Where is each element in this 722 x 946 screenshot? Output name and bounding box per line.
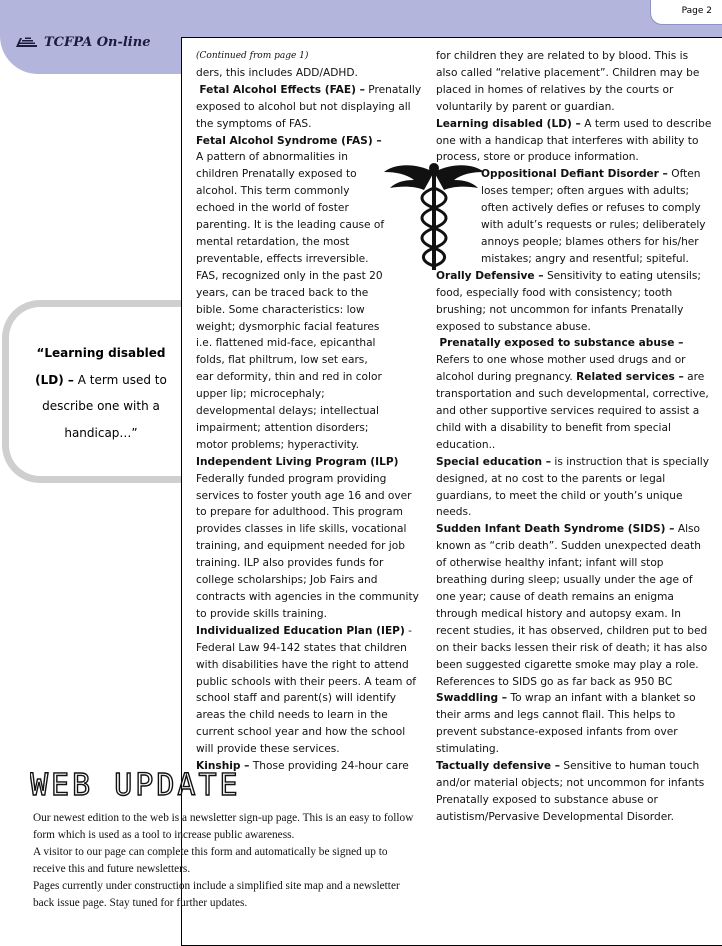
continued-note: (Continued from page 1) xyxy=(196,51,309,61)
glossary-term: Tactually defensive – xyxy=(436,760,561,773)
kinship-continuation: for children they are related to by blood. This is also called “relative placement”. Children may be placed in homes of relatives by the courts or voluntarily by parent or guardian. xyxy=(436,50,700,113)
glossary-definition: A term used to describe one with a handicap that interferes with ability to process, store or produce information. xyxy=(436,117,712,164)
glossary-definition: Often loses temper; often argues with adults; often actively defies or refuses to comply with adult’s requests or rules; deliberately annoys people; blames others for his/her mistakes; angry and resentful; spiteful. xyxy=(481,168,706,265)
pull-quote-text: “Learning disabled (LD) – xyxy=(35,346,166,387)
web-update-heading xyxy=(30,765,270,805)
glossary-entry xyxy=(196,454,422,623)
column-1 xyxy=(196,48,422,775)
glossary-term: Sudden Infant Death Syndrome (SIDS) – xyxy=(436,523,675,536)
masthead xyxy=(16,33,150,52)
glossary-definition: To wrap an infant with a blanket so their arms and legs cannot flail. This helps to prevent substance-exposed infants from over stimulating. xyxy=(436,692,696,756)
glossary-term: Prenatally exposed to substance abuse – xyxy=(439,337,684,350)
glossary-entry xyxy=(436,454,712,522)
web-update-paragraph: Pages currently under construction include a simplified site map and a newsletter back issue page. Stay tuned for further updates. xyxy=(33,879,400,909)
glossary-term: Learning disabled (LD) – xyxy=(436,117,581,130)
web-update-body xyxy=(33,810,417,911)
glossary-entry xyxy=(436,116,712,167)
glossary-term: Individualized Education Plan (IEP) xyxy=(196,624,405,637)
glossary-entry xyxy=(196,623,422,758)
glossary-term: Oppositional Defiant Disorder – xyxy=(481,168,668,181)
glossary-term: Special education – xyxy=(436,455,552,468)
glossary-term: Orally Defensive – xyxy=(436,269,544,282)
glossary-definition: Refers to one whose mother used drugs and or alcohol during pregnancy. xyxy=(436,354,686,384)
glossary-entry xyxy=(436,166,712,267)
glossary-definition: are transportation and such developmental, corrective, and other supportive services required to assist a child with a disability to benefit from special education.. xyxy=(436,371,709,451)
glossary-entry xyxy=(196,133,386,454)
intro-text: ders, this includes ADD/ADHD. xyxy=(196,66,358,79)
pull-quote-text-rest: A term used to describe one with a handicap…” xyxy=(42,372,167,440)
glossary-term: Swaddling – xyxy=(436,692,508,705)
glossary-term: Fetal Alcohol Effects (FAE) – xyxy=(199,83,365,96)
glossary-definition: - Federal Law 94-142 states that children with disabilities have the right to attend public schools with their peers. A team of school staff and parent(s) will identify areas the child needs to learn in the current school year and how the school will provide these services. xyxy=(196,624,417,756)
glossary-definition: Federally funded program providing services to foster youth age 16 and over to prepare for adulthood. This program provides classes in life skills, vocational training, and equipment needed for job training. ILP also provides funds for college scholarships; Job Fairs and contracts with agencies in the community to provide skills training. xyxy=(196,472,419,620)
web-update-title: WEB UPDATE xyxy=(30,768,241,803)
newsletter-title: TCFPA On-line xyxy=(44,35,151,50)
glossary-term: Fetal Alcohol Syndrome (FAS) – xyxy=(196,134,382,147)
books-icon xyxy=(16,33,38,52)
glossary-entry xyxy=(436,690,712,758)
glossary-term: Kinship – xyxy=(196,760,250,773)
glossary-definition: Those providing 24-hour care xyxy=(252,760,409,773)
glossary-entry xyxy=(436,335,712,453)
glossary-definition: Sensitive to human touch and/or material objects; not uncommon for infants Prenatally exposed to substance abuse or autistism/Pervasive Developmental Disorder. xyxy=(436,760,705,823)
pull-quote xyxy=(28,340,174,446)
glossary-entry xyxy=(436,268,712,336)
glossary-definition: A pattern of abnormalities in children Prenatally exposed to alcohol. This term commonly echoed in the world of foster parenting. It is the leading cause of mental retardation, the most preventable, effects irreversible. FAS, recognized only in the past 20 years, can be traced back to the bible. Some characteristics: low weight; dysmorphic facial features i.e. flattened mid-face, epicanthal folds, flat philtrum, low set ears, ear deformity, thin and red in color upper lip; microcephaly; developmental delays; intellectual impairment; attention disorders; motor problems; hyperactivity. xyxy=(196,151,385,451)
glossary-definition: Also known as “crib death”. Sudden unexpected death of otherwise healthy infant; infant will stop breathing during sleep; usually under the age of one year; cause of death remains an enigma through medical history and autopsy exam. In recent studies, it has observed, children put to bed on their backs lessen their risk of death; it has also been suggested cigarette smoke may play a role. References to SIDS go as far back as 950 BC xyxy=(436,523,708,688)
web-update-paragraph: Our newest edition to the web is a newsletter sign-up page. This is an easy to follow form which is used as a tool to increase public awareness. xyxy=(33,812,414,841)
page-number: Page 2 xyxy=(650,0,722,25)
glossary-entry xyxy=(436,521,712,690)
column-2 xyxy=(436,48,712,826)
glossary-definition: Prenatally exposed to alcohol but not displaying all the symptoms of FAS. xyxy=(196,83,422,130)
glossary-entry xyxy=(196,82,422,133)
glossary-term: Independent Living Program (ILP) xyxy=(196,455,399,468)
glossary-term: Related services – xyxy=(576,371,684,384)
glossary-definition: Sensitivity to eating utensils; food, especially food with consistency; tooth brushing; not uncommon for infants Prenatally exposed to substance abuse. xyxy=(436,269,701,333)
web-update-paragraph: A visitor to our page can complete this form and automatically be signed up to receive this and future newsletters. xyxy=(33,845,388,875)
glossary-entry xyxy=(436,758,708,826)
glossary-definition: is instruction that is specially designed, at no cost to the parents or legal guardians, to meet the child or youth’s unique needs. xyxy=(436,455,710,519)
